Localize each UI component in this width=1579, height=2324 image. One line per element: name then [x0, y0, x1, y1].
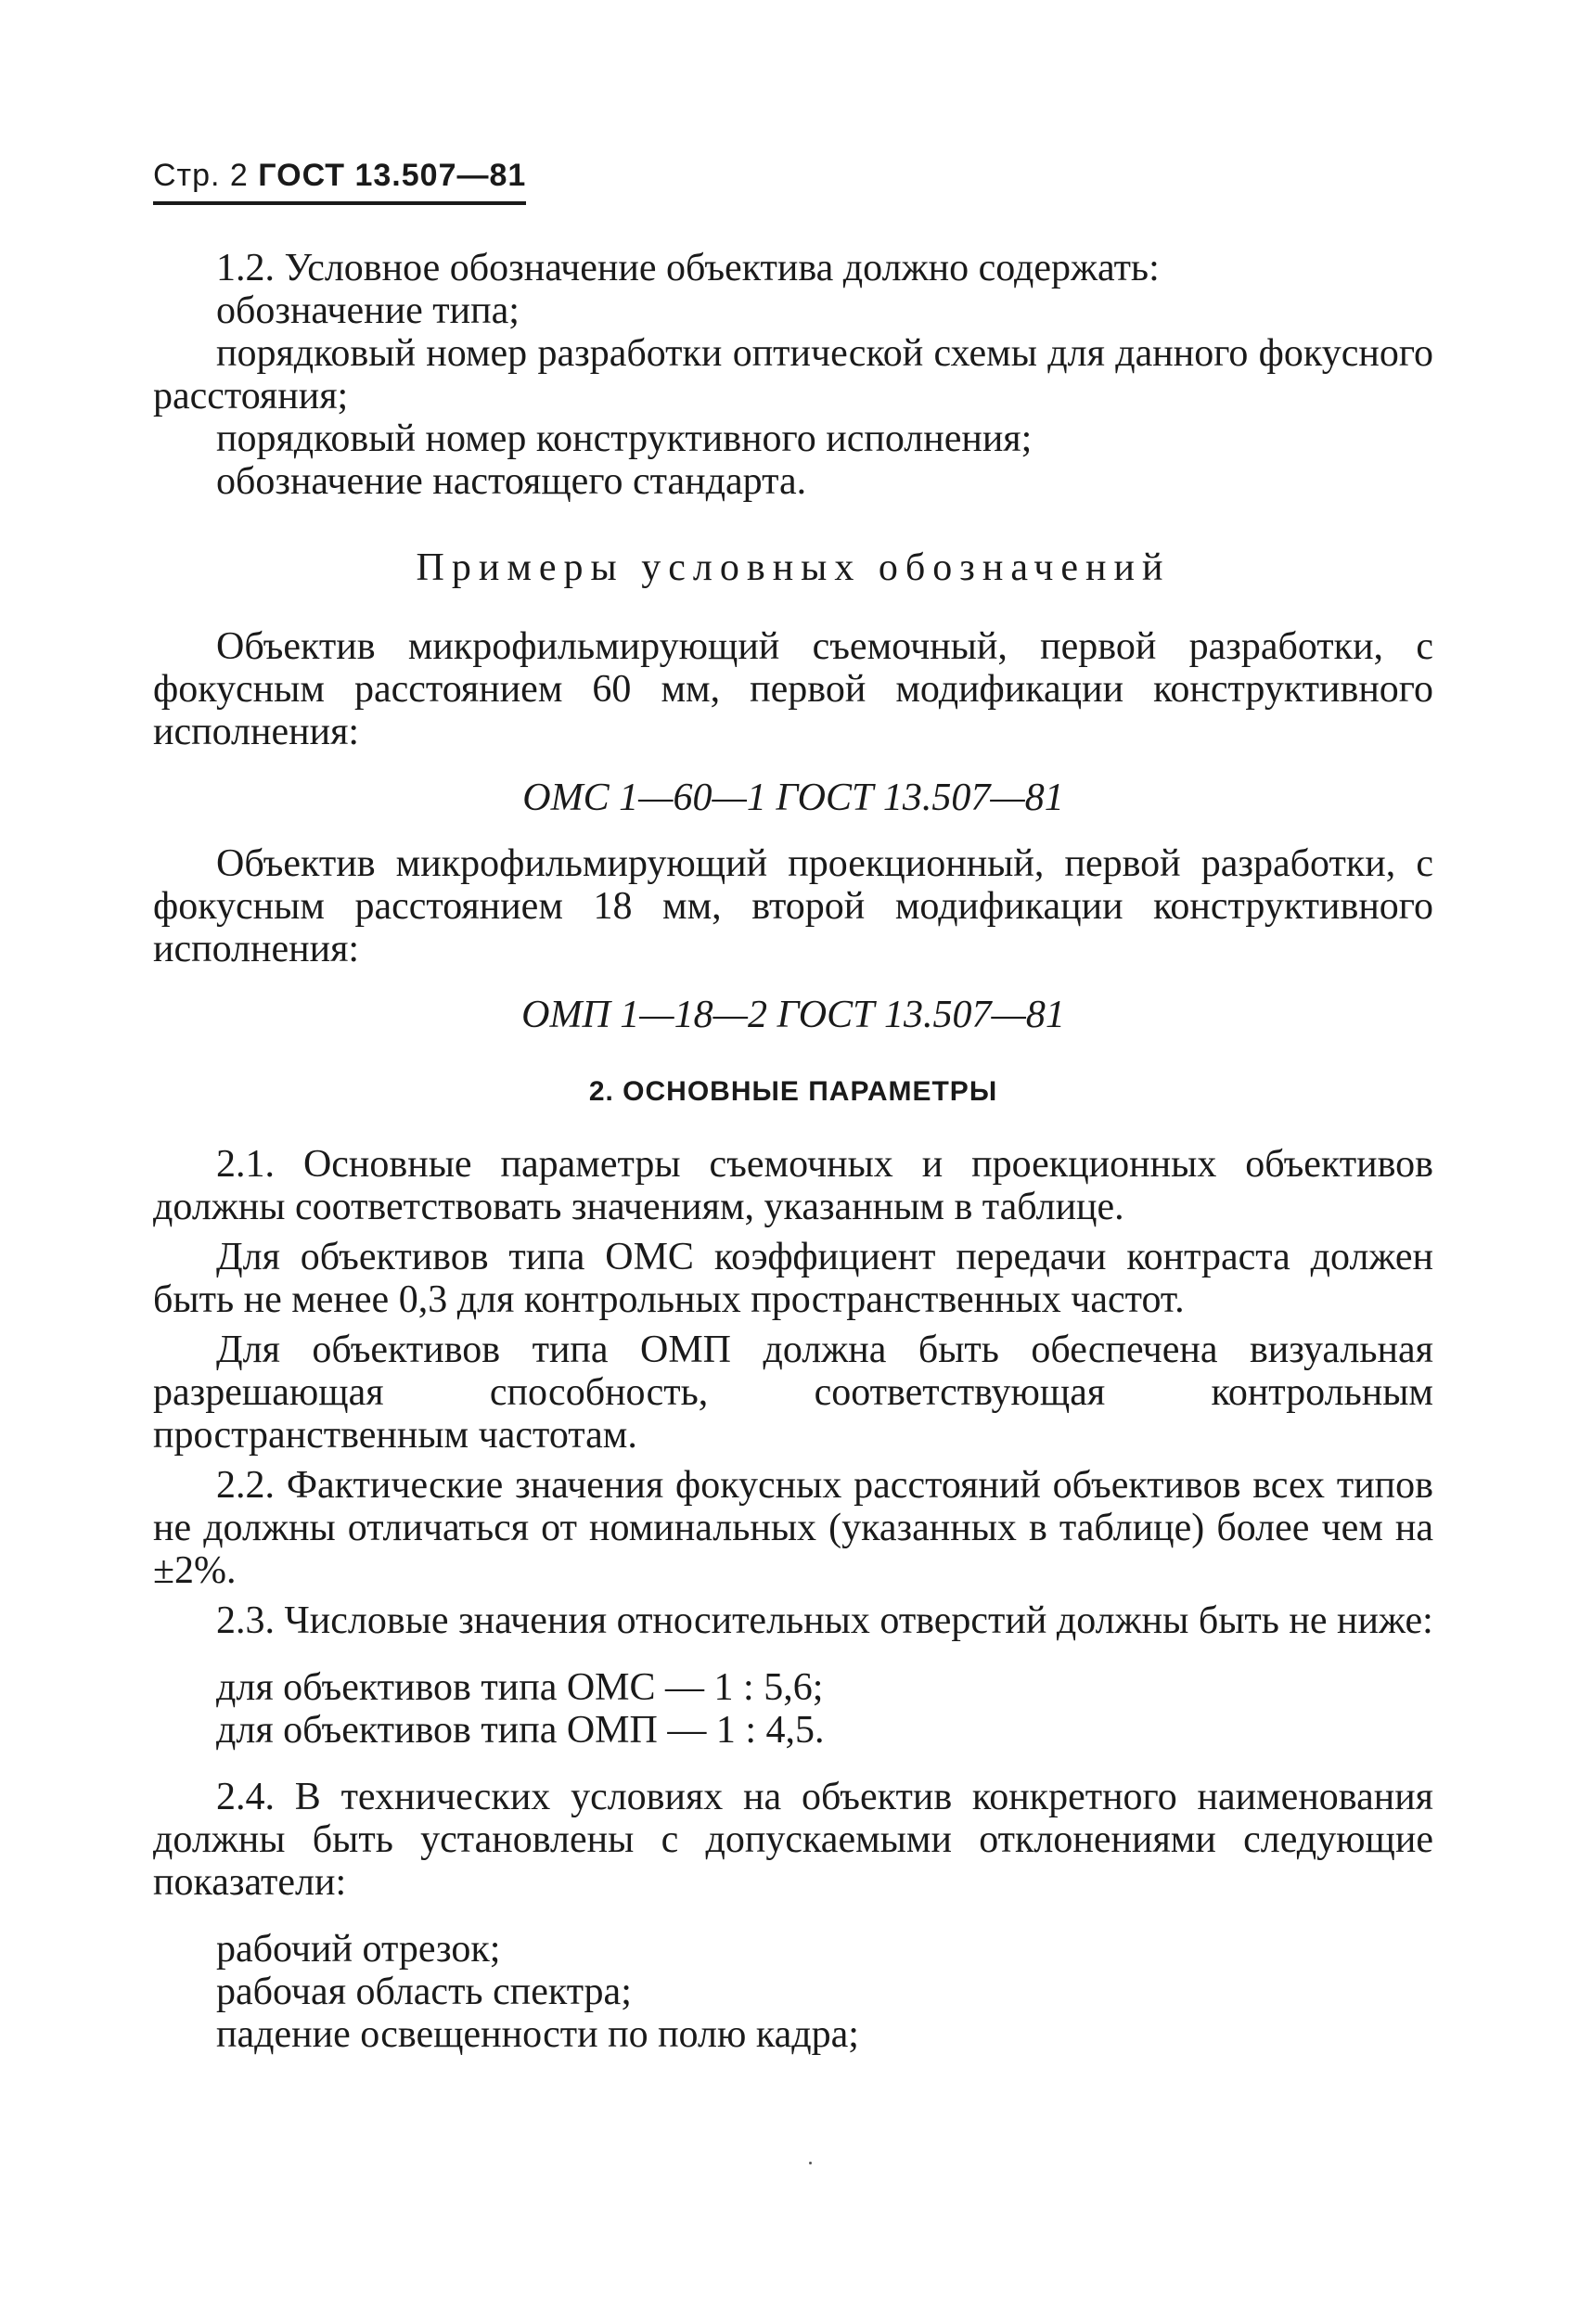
- clause-1-2-item: обозначение настоящего стандарта.: [216, 460, 807, 503]
- examples-heading: Примеры условных обозначений: [416, 546, 1171, 589]
- clause-1-2-item: порядковый номер конструктивного исполнения;: [216, 417, 1033, 460]
- section-2-title: 2. ОСНОВНЫЕ ПАРАМЕТРЫ: [588, 1076, 998, 1107]
- clause-2-1: 2.1. Основные параметры съемочных и проекционных объективов должны соответствовать значениям, указанным в таблице.: [153, 1143, 1433, 1228]
- scan-speck: [809, 2162, 812, 2164]
- clause-2-4-item: падение освещенности по полю кадра;: [216, 2013, 859, 2056]
- clause-1-2-item: обозначение типа;: [216, 289, 520, 332]
- standard-code: ГОСТ 13.507—81: [258, 158, 527, 193]
- clause-2-3-item: для объективов типа ОМС — 1 : 5,6;: [216, 1666, 824, 1709]
- clause-2-1-resolution: Для объективов типа ОМП должна быть обеспечена визуальная разрешающая способность, соответствующая контрольным пространственным частотам.: [153, 1329, 1433, 1457]
- page-number: Стр. 2: [153, 158, 249, 193]
- example-1-code: ОМС 1—60—1 ГОСТ 13.507—81: [522, 777, 1064, 819]
- page-header: [153, 158, 526, 205]
- clause-2-4: 2.4. В технических условиях на объектив конкретного наименования должны быть установлены с допускаемыми отклонениями следующие показатели:: [153, 1776, 1433, 1904]
- clause-1-2-intro: 1.2. Условное обозначение объектива должно содержать:: [216, 247, 1160, 289]
- clause-2-3-item: для объективов типа ОМП — 1 : 4,5.: [216, 1709, 825, 1752]
- clause-2-2: 2.2. Фактические значения фокусных расстояний объективов всех типов не должны отличаться от номинальных (указанных в таблице) более чем на ±2%.: [153, 1464, 1433, 1592]
- example-1-text: Объектив микрофильмирующий съемочный, первой разработки, с фокусным расстоянием 60 мм, первой модификации конструктивного исполнения:: [153, 625, 1433, 753]
- document-page: [153, 158, 1433, 2056]
- clause-2-1-contrast: Для объективов типа ОМС коэффициент передачи контраста должен быть не менее 0,3 для контрольных пространственных частот.: [153, 1236, 1433, 1321]
- clause-2-4-item: рабочая область спектра;: [216, 1971, 632, 2013]
- clause-2-3: 2.3. Числовые значения относительных отверстий должны быть не ниже:: [216, 1599, 1433, 1642]
- example-2-text: Объектив микрофильмирующий проекционный, первой разработки, с фокусным расстоянием 18 мм, второй модификации конструктивного исполнения:: [153, 842, 1433, 970]
- clause-1-2-item: порядковый номер разработки оптической схемы для данного фокусного расстояния;: [153, 332, 1433, 417]
- example-2-code: ОМП 1—18—2 ГОСТ 13.507—81: [521, 994, 1065, 1036]
- clause-2-4-item: рабочий отрезок;: [216, 1928, 501, 1971]
